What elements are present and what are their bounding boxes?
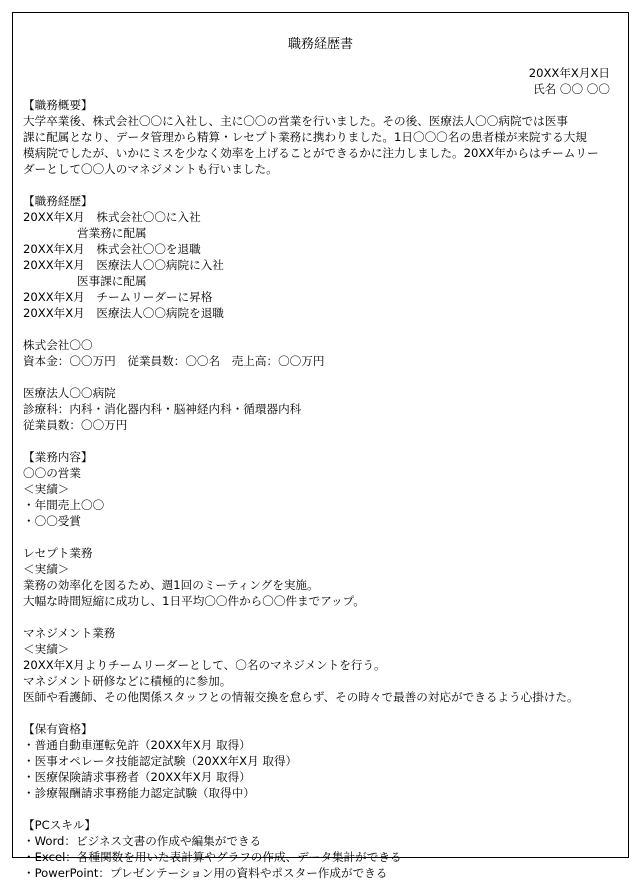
- document-date: 20XX年X月X日: [528, 66, 610, 80]
- receipt-item: 大幅な時間短縮に成功し、1日平均〇〇件から〇〇件までアップ。: [23, 594, 365, 608]
- history-entry: 20XX年X月 医療法人〇〇病院を退職: [23, 306, 224, 320]
- history-section: [23, 193, 618, 321]
- company2-section: [23, 385, 618, 433]
- company1-details: 資本金：〇〇万円 従業員数：〇〇名 売上高：〇〇万円: [23, 354, 325, 368]
- management-item: 医師や看護師、その他関係スタッフとの情報交換を怠らず、その時々で最善の対応ができるよう心掛けた。: [23, 690, 579, 704]
- receipt-achievements-label: ＜実績＞: [23, 562, 70, 576]
- qualification-item: ・普通自動車運転免許（20XX年X月 取得）: [23, 738, 251, 752]
- company1-name: 株式会社〇〇: [23, 338, 93, 352]
- pc-skills-heading: 【PCスキル】: [23, 818, 96, 832]
- pc-skill-item: ・Excel：各種関数を用いた表計算やグラフの作成、データ集計ができる: [23, 850, 402, 864]
- management-item: マネジメント研修などに積極的に参加。: [23, 674, 232, 688]
- summary-line: 模病院でしたが、いかにミスを少なく効率を上げることができるかに注力しました。20XX年からはチームリー: [23, 146, 599, 160]
- history-heading: 【職務経歴】: [23, 194, 93, 208]
- applicant-name: 氏名 〇〇 〇〇: [533, 82, 610, 96]
- duties-heading: 【業務内容】: [23, 450, 93, 464]
- sales-achievements-label: ＜実績＞: [23, 482, 70, 496]
- receipt-item: 業務の効率化を図るため、週1回のミーティングを実施。: [23, 578, 319, 592]
- company1-section: [23, 337, 618, 369]
- summary-section: [23, 97, 618, 177]
- receipt-title: レセプト業務: [23, 546, 93, 560]
- summary-line: 大学卒業後、株式会社〇〇に入社し、主に〇〇の営業を行いました。その後、医療法人〇〇病院では医事: [23, 114, 568, 128]
- management-item: 20XX年X月よりチームリーダーとして、〇名のマネジメントを行う。: [23, 658, 386, 672]
- qualification-item: ・医療保険請求事務者（20XX年X月 取得）: [23, 770, 251, 784]
- sales-title: 〇〇の営業: [23, 466, 81, 480]
- resume-page: [12, 12, 629, 880]
- qualification-item: ・医事オペレータ技能認定試験（20XX年X月 取得）: [23, 754, 298, 768]
- management-title: マネジメント業務: [23, 626, 116, 640]
- summary-line: 課に配属となり、データ管理から精算・レセプト業務に携わりました。1日〇〇〇名の患者様が来院する大規: [23, 130, 587, 144]
- document-title: 職務経歴書: [287, 37, 353, 52]
- pc-skill-item: ・Word：ビジネス文書の作成や編集ができる: [23, 834, 262, 848]
- duties-section: [23, 449, 618, 705]
- sales-item: ・年間売上〇〇: [23, 498, 105, 512]
- history-entry: 20XX年X月 株式会社〇〇を退職: [23, 242, 201, 256]
- company2-employees: 従業員数：〇〇万円: [23, 418, 128, 432]
- sales-item: ・〇〇受賞: [23, 514, 81, 528]
- history-entry: 20XX年X月 チームリーダーに昇格: [23, 290, 213, 304]
- qualifications-section: [23, 721, 618, 801]
- pc-skills-section: [23, 817, 618, 881]
- company2-departments: 診療科：内科・消化器内科・脳神経内科・循環器内科: [23, 402, 302, 416]
- history-entry: 医事課に配属: [77, 274, 147, 288]
- qualification-item: ・診療報酬請求事務能力認定試験（取得中）: [23, 786, 255, 800]
- qualifications-heading: 【保有資格】: [23, 722, 93, 736]
- summary-heading: 【職務概要】: [23, 98, 93, 112]
- company2-name: 医療法人〇〇病院: [23, 386, 116, 400]
- management-achievements-label: ＜実績＞: [23, 642, 70, 656]
- history-entry: 営業務に配属: [77, 226, 147, 240]
- history-entry: 20XX年X月 株式会社〇〇に入社: [23, 210, 201, 224]
- summary-line: ダーとして〇〇人のマネジメントも行いました。: [23, 162, 278, 176]
- history-entry: 20XX年X月 医療法人〇〇病院に入社: [23, 258, 224, 272]
- pc-skill-item: ・PowerPoint：プレゼンテーション用の資料やポスター作成ができる: [23, 866, 388, 880]
